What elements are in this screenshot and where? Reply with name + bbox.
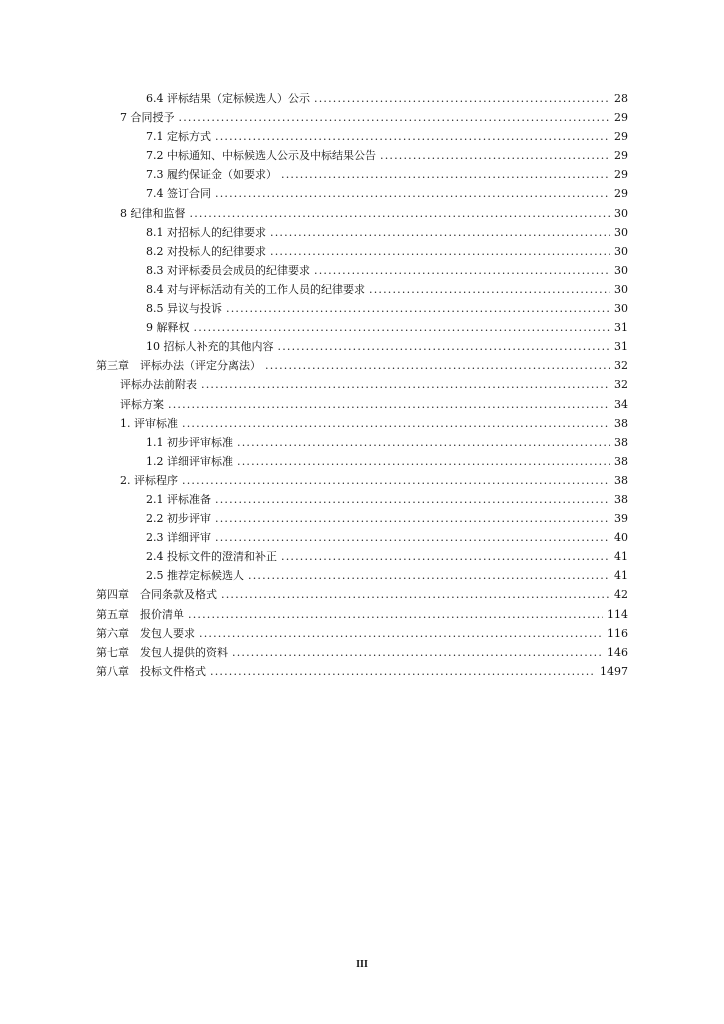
- toc-entry-title: 1. 评审标准: [120, 416, 178, 430]
- toc-leader-dots: [380, 146, 610, 165]
- toc-entry[interactable]: [96, 624, 628, 643]
- toc-entry-title: 9 解释权: [146, 321, 190, 335]
- toc-entry[interactable]: [146, 184, 628, 203]
- toc-entry[interactable]: [146, 165, 628, 184]
- toc-entry-page: 32: [614, 359, 628, 373]
- toc-entry[interactable]: [96, 356, 628, 375]
- toc-entry-page: 114: [607, 607, 628, 621]
- toc-entry[interactable]: [120, 375, 628, 394]
- toc-entry-page: 30: [614, 302, 628, 316]
- toc-leader-dots: [190, 204, 611, 223]
- toc-entry-title: 8.2 对投标人的纪律要求: [146, 244, 266, 258]
- toc-entry[interactable]: [120, 204, 628, 223]
- toc-entry-page: 29: [614, 187, 628, 201]
- toc-entry[interactable]: [146, 146, 628, 165]
- toc-entry-title: 7.3 履约保证金（如要求）: [146, 168, 277, 182]
- toc-entry-title: 第六章 发包人要求: [96, 626, 195, 640]
- toc-entry[interactable]: [146, 299, 628, 318]
- toc-entry-page: 116: [607, 626, 628, 640]
- toc-entry[interactable]: [146, 261, 628, 280]
- toc-entry-title: 2.1 评标准备: [146, 492, 211, 506]
- toc-leader-dots: [265, 356, 610, 375]
- toc-entry-title: 7.2 中标通知、中标候选人公示及中标结果公告: [146, 149, 376, 163]
- toc-entry[interactable]: [120, 108, 628, 127]
- toc-leader-dots: [270, 223, 610, 242]
- toc-entry[interactable]: [146, 452, 628, 471]
- toc-leader-dots: [278, 337, 611, 356]
- toc-leader-dots: [182, 414, 610, 433]
- toc-entry-title: 7.1 定标方式: [146, 130, 211, 144]
- toc-entry-title: 8.3 对评标委员会成员的纪律要求: [146, 263, 310, 277]
- toc-entry-title: 8.4 对与评标活动有关的工作人员的纪律要求: [146, 282, 365, 296]
- toc-entry[interactable]: [146, 433, 628, 452]
- toc-leader-dots: [314, 261, 610, 280]
- toc-leader-dots: [210, 662, 596, 681]
- toc-entry[interactable]: [146, 242, 628, 261]
- toc-entry-title: 第八章 投标文件格式: [96, 664, 206, 678]
- toc-entry-title: 10 招标人补充的其他内容: [146, 340, 274, 354]
- toc-entry-title: 2.4 投标文件的澄清和补正: [146, 550, 277, 564]
- toc-entry-page: 39: [614, 512, 628, 526]
- toc-entry-page: 30: [614, 263, 628, 277]
- toc-leader-dots: [237, 452, 610, 471]
- toc-entry-page: 38: [614, 454, 628, 468]
- toc-entry-page: 41: [614, 569, 628, 583]
- toc-entry-page: 38: [614, 473, 628, 487]
- toc-leader-dots: [215, 509, 610, 528]
- toc-entry-title: 1.1 初步评审标准: [146, 435, 233, 449]
- toc-entry[interactable]: [120, 395, 628, 414]
- toc-entry-page: 29: [614, 130, 628, 144]
- toc-entry-title: 2.3 详细评审: [146, 531, 211, 545]
- toc-entry[interactable]: [96, 643, 628, 662]
- toc-entry-page: 31: [614, 321, 628, 335]
- page-number: III: [356, 959, 368, 970]
- toc-entry[interactable]: [146, 318, 628, 337]
- toc-entry-title: 1.2 详细评审标准: [146, 454, 233, 468]
- toc-entry-page: 28: [614, 92, 628, 105]
- toc-entry[interactable]: [146, 490, 628, 509]
- toc-entry-title: 第三章 评标办法（评定分离法）: [96, 359, 261, 373]
- toc-leader-dots: [215, 184, 610, 203]
- toc-entry[interactable]: [146, 89, 628, 108]
- toc-entry[interactable]: [146, 509, 628, 528]
- toc-leader-dots: [369, 280, 610, 299]
- toc-entry[interactable]: [146, 566, 628, 585]
- toc-entry-page: 29: [614, 149, 628, 163]
- toc-leader-dots: [215, 490, 610, 509]
- toc-entry-page: 32: [614, 378, 628, 392]
- toc-leader-dots: [237, 433, 610, 452]
- toc-entry-title: 评标办法前附表: [120, 378, 197, 392]
- toc-leader-dots: [188, 605, 603, 624]
- toc-entry-page: 30: [614, 244, 628, 258]
- toc-entry-title: 7 合同授予: [120, 111, 175, 125]
- toc-entry-title: 7.4 签订合同: [146, 187, 211, 201]
- toc-entry-page: 31: [614, 340, 628, 354]
- toc-entry[interactable]: [96, 605, 628, 624]
- toc-entry[interactable]: [146, 547, 628, 566]
- toc-leader-dots: [314, 89, 610, 108]
- toc-entry-page: 41: [614, 550, 628, 564]
- toc-entry-title: 第五章 报价清单: [96, 607, 184, 621]
- toc-entry[interactable]: [96, 585, 628, 604]
- toc-entry-title: 8.1 对招标人的纪律要求: [146, 225, 266, 239]
- toc-leader-dots: [248, 566, 610, 585]
- toc-entry[interactable]: [146, 337, 628, 356]
- toc-leader-dots: [215, 127, 610, 146]
- toc-leader-dots: [201, 375, 610, 394]
- toc-leader-dots: [199, 624, 603, 643]
- toc-entry-page: 30: [614, 225, 628, 239]
- toc-entry[interactable]: [146, 127, 628, 146]
- toc-entry-page: 38: [614, 416, 628, 430]
- toc-leader-dots: [194, 318, 611, 337]
- toc-entry-title: 第四章 合同条款及格式: [96, 588, 217, 602]
- toc-entry-title: 8 纪律和监督: [120, 206, 186, 220]
- toc-entry[interactable]: [120, 471, 628, 490]
- toc-entry[interactable]: [146, 223, 628, 242]
- toc-entry[interactable]: [146, 528, 628, 547]
- toc-entry-page: 38: [614, 492, 628, 506]
- table-of-contents: [0, 89, 724, 681]
- toc-leader-dots: [226, 299, 610, 318]
- toc-entry-title: 2.2 初步评审: [146, 512, 211, 526]
- toc-entry-title: 2. 评标程序: [120, 473, 178, 487]
- toc-leader-dots: [232, 643, 603, 662]
- toc-entry-page: 34: [614, 397, 628, 411]
- toc-leader-dots: [270, 242, 610, 261]
- toc-entry-page: 42: [614, 588, 628, 602]
- toc-entry[interactable]: [96, 662, 628, 681]
- toc-leader-dots: [281, 165, 610, 184]
- toc-entry-title: 评标方案: [120, 397, 164, 411]
- toc-leader-dots: [221, 585, 610, 604]
- toc-entry[interactable]: [146, 280, 628, 299]
- toc-entry-page: 1497: [600, 664, 628, 678]
- toc-entry-title: 6.4 评标结果（定标候选人）公示: [146, 92, 310, 105]
- toc-leader-dots: [179, 108, 611, 127]
- toc-entry-page: 30: [614, 206, 628, 220]
- toc-entry-page: 38: [614, 435, 628, 449]
- toc-entry-page: 29: [614, 111, 628, 125]
- toc-leader-dots: [168, 395, 610, 414]
- toc-entry-page: 146: [607, 645, 628, 659]
- toc-entry[interactable]: [120, 414, 628, 433]
- toc-leader-dots: [182, 471, 610, 490]
- toc-leader-dots: [281, 547, 610, 566]
- toc-leader-dots: [215, 528, 610, 547]
- toc-entry-title: 2.5 推荐定标候选人: [146, 569, 244, 583]
- toc-entry-page: 40: [614, 531, 628, 545]
- toc-entry-page: 30: [614, 282, 628, 296]
- toc-entry-page: 29: [614, 168, 628, 182]
- toc-entry-title: 第七章 发包人提供的资料: [96, 645, 228, 659]
- toc-entry-title: 8.5 异议与投诉: [146, 302, 222, 316]
